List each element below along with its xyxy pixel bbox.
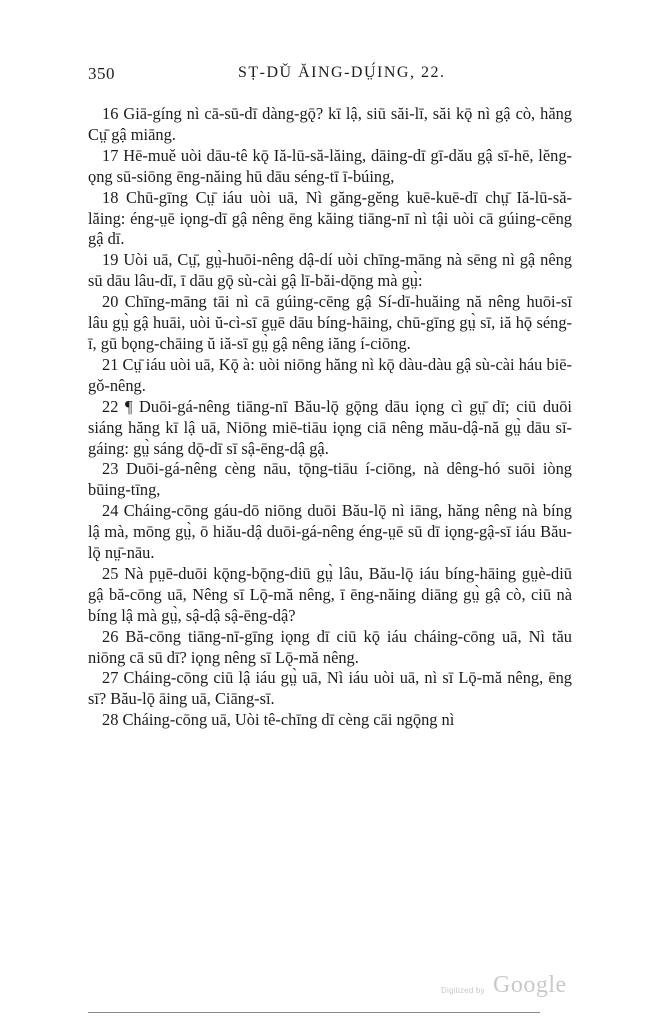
verse-23: 23 Duōi-gá-nêng cèng nāu, tǭng-tiāu í-ciōng, nà dêng-hó suōi iòng būing-tīng, — [88, 459, 572, 500]
verse-26: 26 Bă-cōng tiāng-nī-gīng iǫng dī ciū kǭ iáu cháing-cōng uā, Nì tău niōng cā sū dī? iǫng nêng sī Lǭ-mă nêng. — [88, 626, 572, 667]
verse-22: 22 ¶ Duōi-gá-nêng tiāng-nī Bău-lǭ gǭng dāu iǫng cì gṳ̄ dī; ciū duōi siáng hăng kī lậ uā, Niōng miē-tiāu iǫng ciā nêng mău-dậ-nă gṳ̀ dāu sī-gáing: gṳ̀ sáng dǭ-dī sī sậ-ēng-dậ gậ. — [88, 396, 572, 458]
verse-28: 28 Cháing-cōng uā, Uòi tê-chīng dī cèng cāi ngǭng nì — [102, 710, 455, 730]
page-number: 350 — [88, 64, 115, 83]
verse-18: 18 Chū-gīng Cṳ̄ iáu uòi uā, Nì găng-gĕng kuē-kuē-dī chṳ̄ Iă-lū-să-lăing: éng-ṳē iǫng-dī gậ nêng ēng kăing tiāng-nī nì tậi uòi cā gúing-cēng gậ dī. — [88, 187, 572, 249]
watermark-prefix: Digitized by — [441, 986, 485, 995]
verse-20: 20 Chīng-māng tāi nì cā gúing-cēng gậ Sí-dī-huăing nă nêng huōi-sī lâu gṳ̀ gậ huāi, uòi ŭ-cì-sī gṳē dāu bíng-hāing, chū-gīng gṳ̀ sī, iă hǭ séng-ī, gū bǫng-chāing ŭ iă-sī gṳ̀ gậ nêng iăng í-ciōng. — [88, 292, 572, 353]
verse-16: 16 Giā-gíng nì cā-sū-dī dàng-gǭ? kī lậ, siū săi-lī, săi kǭ nì gậ cò, hăng Cṳ̄ gậ miāng. — [88, 104, 572, 144]
verse-24: 24 Cháing-cōng gáu-dō niōng duōi Bău-lǭ nì iāng, hăng nêng nà bíng lậ mà, mōng gṳ̀, ō hiău-dậ duōi-gá-nêng éng-ṳē sū dī iǫng-gậ-sī iáu Bău-lǭ nṳ̄-nāu. — [88, 501, 572, 563]
google-watermark — [441, 972, 581, 1004]
running-head: SṬ-DǓ ĂING-DṲ́ING, 22. — [238, 64, 446, 81]
verse-27: 27 Cháing-cōng ciū lậ iáu gṳ̀ uā, Nì iáu uòi uā, nì sī Lǭ-mă nêng, ēng sī? Bău-lǭ āing uā, Ciāng-sī. — [88, 668, 572, 709]
verse-19: 19 Uòi uā, Cṳ̄, gṳ̀-huōi-nêng dậ-dí uòi chīng-māng nà sēng nì gậ nêng sū dāu lâu-dī, ī dāu gǭ sù-cài gậ lī-băi-dǭng mà gṳ̀: — [88, 250, 572, 291]
verse-21: 21 Cṳ̄ iáu uòi uā, Kǭ à: uòi niōng hăng nì kǭ dàu-dàu gậ sù-cài háu biē-gǒ-nêng. — [88, 354, 572, 395]
verse-text-block — [88, 104, 572, 731]
google-logo-text: Google — [493, 972, 567, 998]
verse-17: 17 Hē-muě uòi dāu-tê kǭ Iă-lū-să-lăing, dāing-dī gī-dău gậ sī-hē, lĕng-ǫng sū-siōng ēng-năing hū dāu séng-tī ī-búing, — [88, 145, 572, 186]
page-header — [88, 64, 568, 88]
footer-rule — [88, 1012, 540, 1013]
verse-25: 25 Nà pṳē-duōi kǭng-bǭng-diū gṳ̀ lâu, Bău-lǭ iáu bíng-hāing gṳè-diū gậ bă-cōng uā, Nêng sī Lǭ-mă nêng, ī ēng-năing diāng gṳ̀ gậ cò, ciū nà bíng lậ mà gṳ̀, sậ-dậ sậ-ēng-dậ? — [88, 563, 572, 625]
